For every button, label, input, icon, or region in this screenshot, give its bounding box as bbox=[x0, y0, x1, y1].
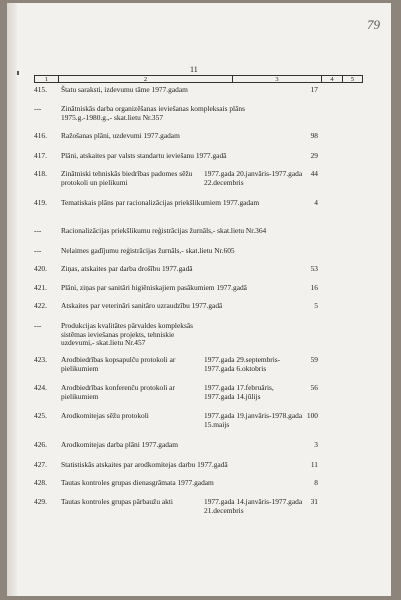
row-number: 420. bbox=[34, 264, 47, 273]
row-number: --- bbox=[34, 226, 42, 235]
row-number: 428. bbox=[34, 478, 47, 487]
row-count: 8 bbox=[314, 478, 318, 487]
row-count: 53 bbox=[310, 264, 318, 273]
row-number: 416. bbox=[34, 131, 47, 140]
row-count: 11 bbox=[310, 460, 318, 469]
page-number: 11 bbox=[190, 65, 198, 74]
row-count: 16 bbox=[310, 283, 318, 292]
row-title: Zinātniski tehniskās biedrības padomes sēžu protokoli un pielikumi bbox=[61, 169, 193, 187]
row-number: --- bbox=[34, 321, 42, 330]
row-count: 44 bbox=[310, 169, 318, 178]
row-title: Ziņas, atskaites par darba drošību 1977.gadā bbox=[61, 264, 193, 273]
header-col-1: 1 bbox=[35, 76, 59, 82]
header-col-4: 4 bbox=[322, 76, 343, 82]
row-title: Štatu saraksti, izdevumu tāme 1977.gadam bbox=[61, 85, 188, 94]
row-number: 418. bbox=[34, 169, 47, 178]
row-date: 1977.gada 19.janvāris-1978.gada 15.maijs bbox=[204, 411, 303, 429]
row-number: 419. bbox=[34, 198, 47, 207]
row-title: Arodkomitejas sēžu protokoli bbox=[61, 411, 149, 420]
row-date: 1977.gada 17.februāris, 1977.gada 14.jūlijs bbox=[204, 383, 274, 401]
row-date: 1977.gada 20.janvāris-1977.gada 22.decembris bbox=[204, 169, 303, 187]
row-title: Plāni, atskaites par valsts standartu ieviešanu 1977.gadā bbox=[61, 151, 227, 160]
row-title: Tematiskais plāns par racionalizācijas priekšlikumiem 1977.gadam bbox=[61, 198, 260, 207]
row-title: Nelaimes gadījumu reģistrācijas žurnāls,- skat.lietu Nr.605 bbox=[61, 246, 235, 255]
row-count: 31 bbox=[310, 497, 318, 506]
row-title: Arodbiedrības konferenču protokoli ar pielikumiem bbox=[61, 383, 175, 401]
table-header bbox=[34, 75, 363, 83]
row-title: Racionalizācijas priekšlikumu reģistrācijas žurnāls,- skat.lietu Nr.364 bbox=[61, 226, 267, 235]
row-date: 1977.gada 14.janvāris-1977.gada 21.decembris bbox=[204, 497, 303, 515]
row-number: 423. bbox=[34, 355, 47, 364]
row-title: Tautas kontroles grupas dienasgrāmata 1977.gadam bbox=[61, 478, 214, 487]
row-title: Arodbiedrības kopsapulču protokoli ar pielikumiem bbox=[61, 355, 176, 373]
page-binding-edge bbox=[7, 3, 17, 596]
row-count: 59 bbox=[310, 355, 318, 364]
row-number: 427. bbox=[34, 460, 47, 469]
row-count: 100 bbox=[306, 411, 318, 420]
row-title: Statistiskās atskaites par arodkomitejas darbu 1977.gadā bbox=[61, 460, 228, 469]
row-title: Tautas kontroles grupas pārbaužu akti bbox=[61, 497, 173, 506]
header-col-3: 3 bbox=[233, 76, 322, 82]
row-number: 426. bbox=[34, 440, 47, 449]
header-col-5: 5 bbox=[350, 76, 355, 83]
document-page bbox=[7, 3, 391, 596]
row-number: 422. bbox=[34, 301, 47, 310]
row-number: 415. bbox=[34, 85, 47, 94]
row-title: Plāni, ziņas par sanitāri higiēniskajiem pasākumiem 1977.gadā bbox=[61, 283, 247, 292]
row-number: 425. bbox=[34, 411, 47, 420]
row-title: Arodkomitejas darba plāni 1977.gadam bbox=[61, 440, 178, 449]
row-title: Ražošanas plāni, uzdevumi 1977.gadam bbox=[61, 131, 180, 140]
row-number: --- bbox=[34, 246, 42, 255]
row-title: Zinātniskās darba organizēšanas ieviešanas kompleksais plāns 1975.g.-1980.g.,- skat.lietu Nr.357 bbox=[61, 104, 245, 122]
row-count: 17 bbox=[310, 85, 318, 94]
row-number: 417. bbox=[34, 151, 47, 160]
row-number: 429. bbox=[34, 497, 47, 506]
row-count: 98 bbox=[310, 131, 318, 140]
row-count: 29 bbox=[310, 151, 318, 160]
row-date: 1977.gada 29.septembris-1977.gada 6.oktobris bbox=[204, 355, 281, 373]
row-count: 4 bbox=[314, 198, 318, 207]
row-number: 424. bbox=[34, 383, 47, 392]
row-count: 56 bbox=[310, 383, 318, 392]
row-number: 421. bbox=[34, 283, 47, 292]
handwritten-page-number: 79 bbox=[367, 17, 380, 32]
row-count: 3 bbox=[314, 440, 318, 449]
row-title: Produkcijas kvalitātes pārvaldes kompleksās sistēmas ieviešanas projekts, tehniskie uzdevumi,- skat.lietu Nr.457 bbox=[61, 321, 193, 348]
row-title: Atskaites par veterināri sanitāro uzraudzību 1977.gadā bbox=[61, 301, 223, 310]
row-count: 5 bbox=[314, 301, 318, 310]
binding-mark bbox=[17, 71, 19, 75]
header-col-2: 2 bbox=[59, 76, 233, 82]
row-number: --- bbox=[34, 104, 42, 113]
